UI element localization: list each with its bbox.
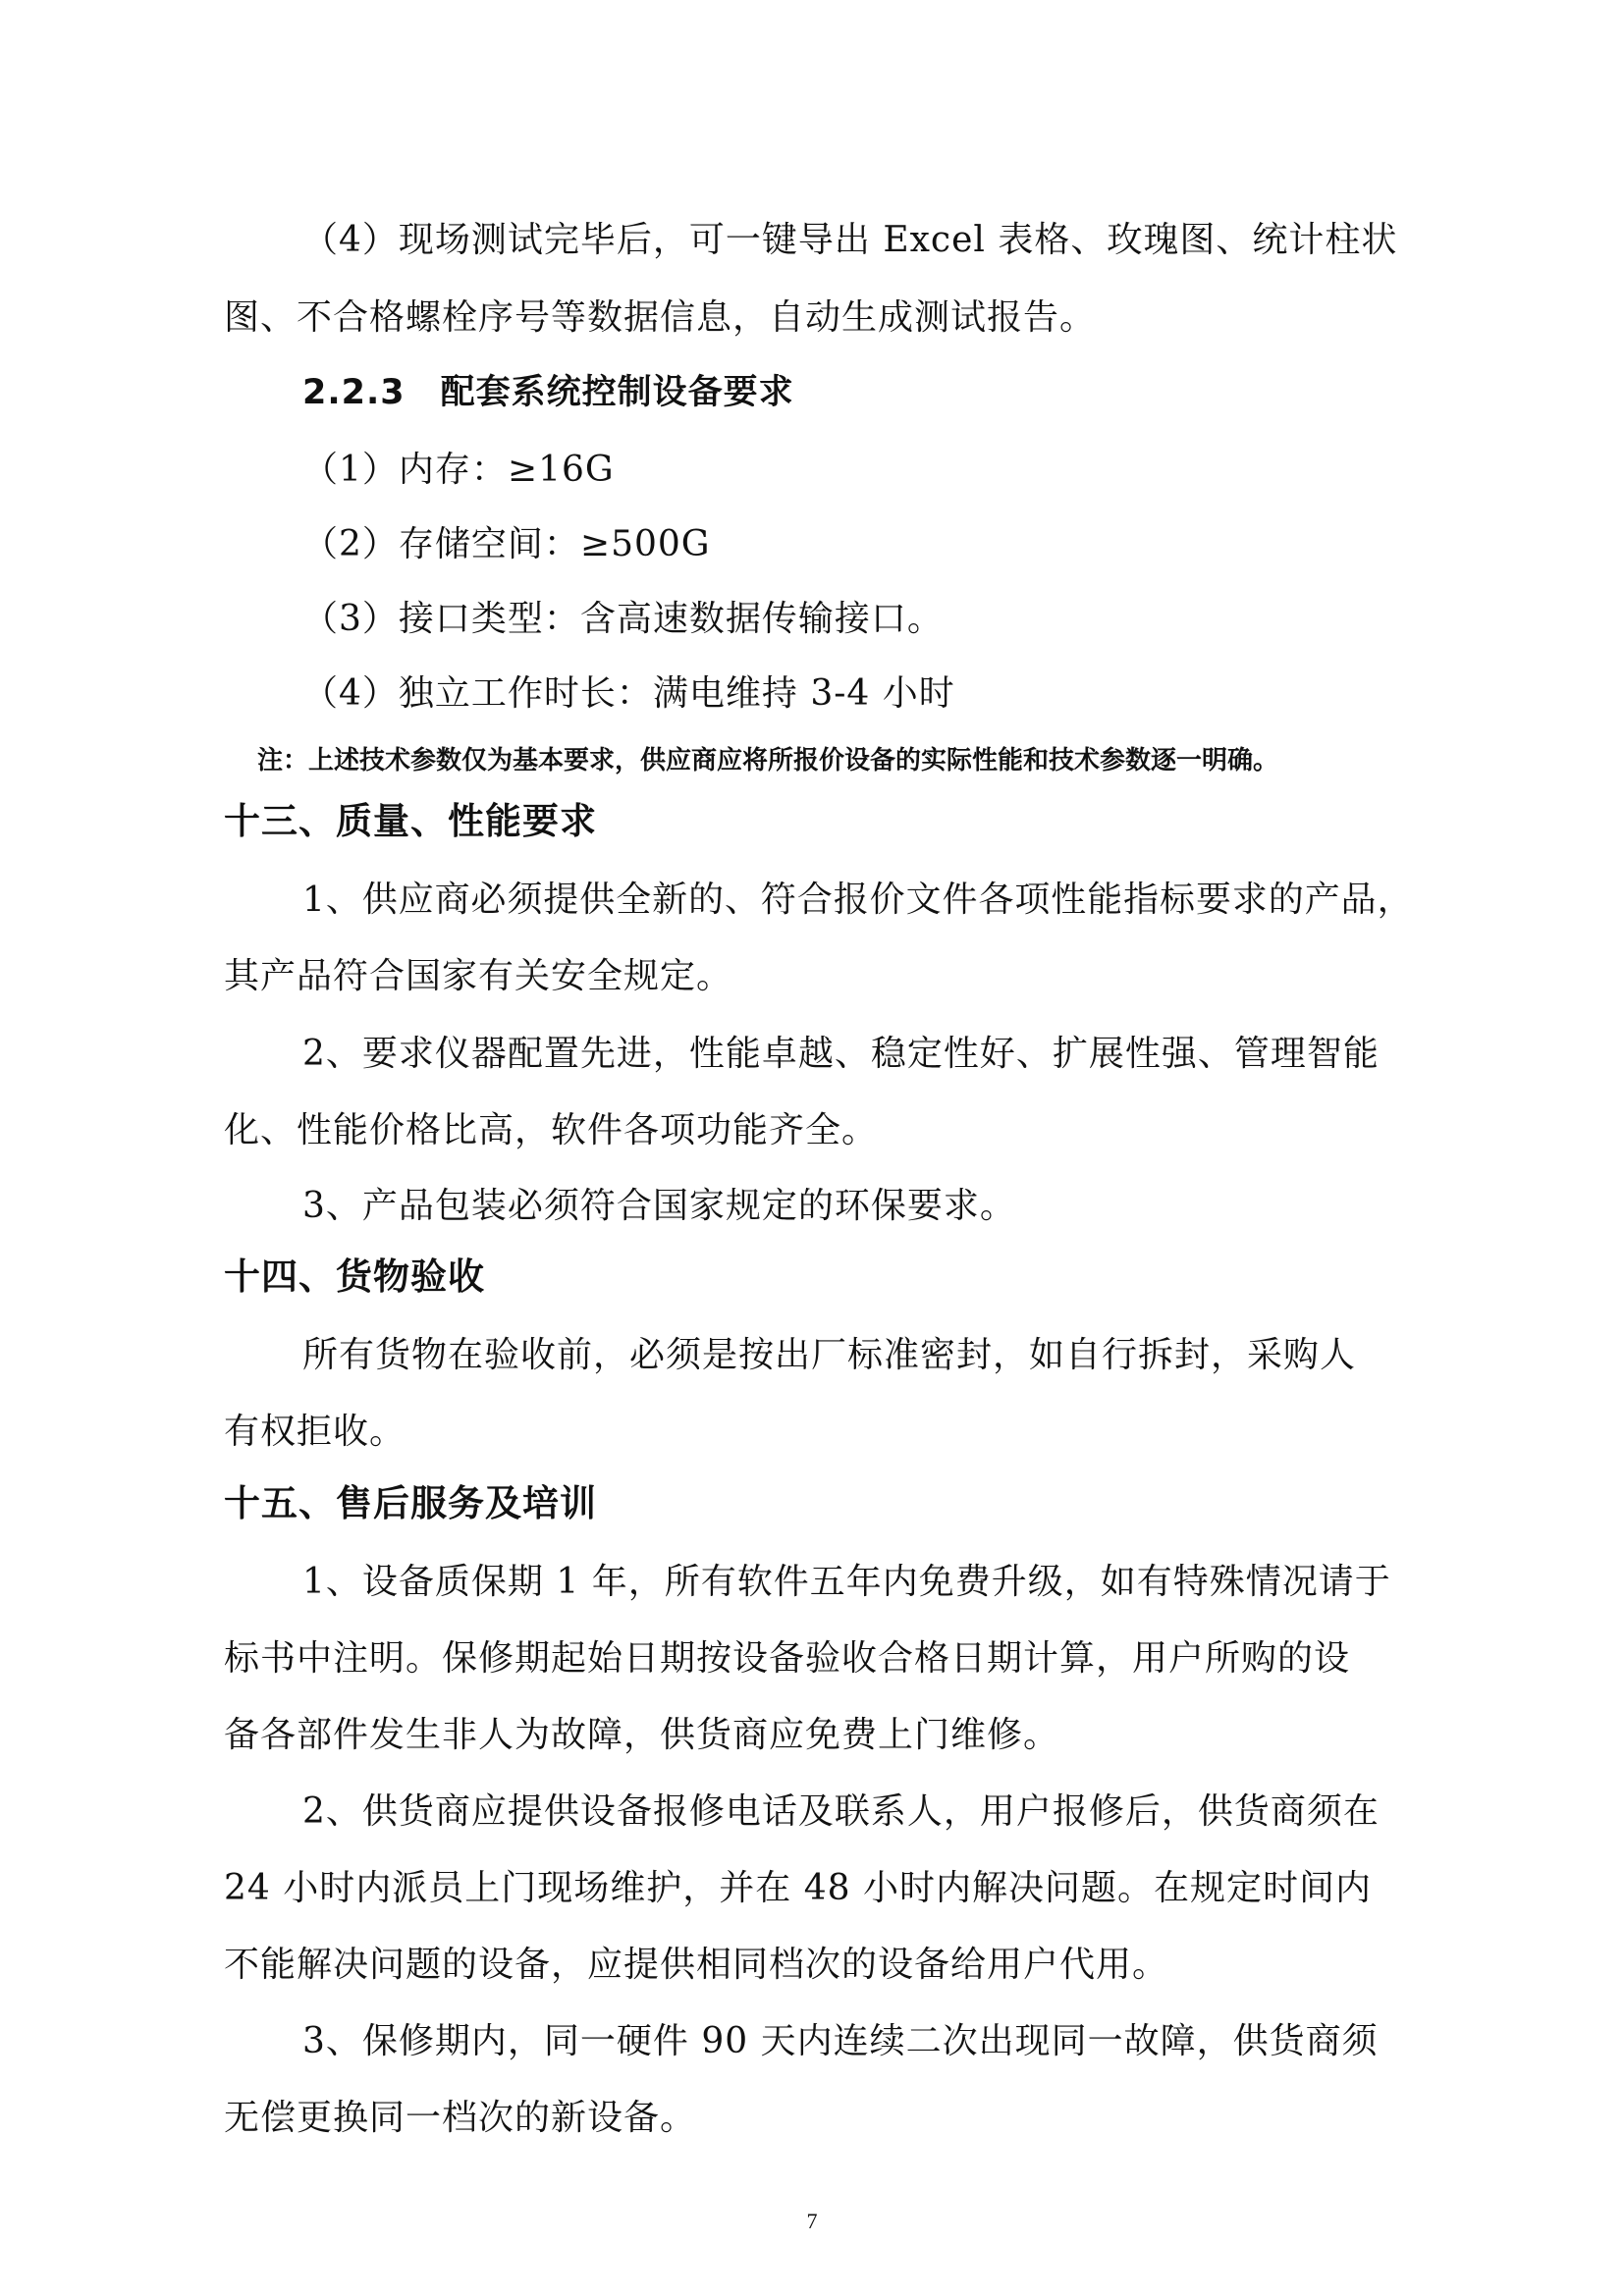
technical-note: 注：上述技术参数仅为基本要求，供应商应将所报价设备的实际性能和技术参数逐一明确。 — [257, 746, 1279, 775]
paragraph-line-last: 无偿更换同一档次的新设备。 — [224, 2098, 697, 2138]
section-heading: 十三、质量、性能要求 — [224, 800, 597, 842]
paragraph-line: 3、产品包装必须符合国家规定的环保要求。 — [302, 1186, 1016, 1226]
page-number: 7 — [806, 2209, 818, 2233]
paragraph-line: 1、供应商必须提供全新的、符合报价文件各项性能指标要求的产品， — [302, 880, 1414, 920]
section-heading: 十五、售后服务及培训 — [224, 1482, 597, 1524]
section-heading: 十四、货物验收 — [224, 1255, 485, 1298]
list-item: （3）接口类型：含高速数据传输接口。 — [302, 599, 944, 639]
paragraph-line: 图、不合格螺栓序号等数据信息，自动生成测试报告。 — [224, 297, 1097, 338]
paragraph-line: 备各部件发生非人为故障，供货商应免费上门维修。 — [224, 1715, 1060, 1755]
paragraph-line: 化、性能价格比高，软件各项功能齐全。 — [224, 1110, 879, 1150]
paragraph-line: 24 小时内派员上门现场维护，并在 48 小时内解决问题。在规定时间内 — [224, 1868, 1372, 1908]
paragraph-line: 1、设备质保期 1 年，所有软件五年内免费升级，如有特殊情况请于 — [302, 1562, 1391, 1602]
paragraph-line: 有权拒收。 — [224, 1412, 406, 1452]
paragraph-line: 不能解决问题的设备，应提供相同档次的设备给用户代用。 — [224, 1945, 1169, 1985]
paragraph-line: （4）现场测试完毕后，可一键导出 Excel 表格、玫瑰图、统计柱状 — [302, 220, 1398, 260]
paragraph-line: 标书中注明。保修期起始日期按设备验收合格日期计算，用户所购的设 — [224, 1638, 1351, 1679]
list-item: （4）独立工作时长：满电维持 3-4 小时 — [302, 673, 955, 714]
paragraph-line: 3、保修期内，同一硬件 90 天内连续二次出现同一故障，供货商须 — [302, 2021, 1379, 2061]
list-item: （1）内存：≥16G — [302, 450, 615, 490]
paragraph-line: 其产品符合国家有关安全规定。 — [224, 956, 733, 996]
paragraph-line: 2、供货商应提供设备报修电话及联系人，用户报修后，供货商须在 — [302, 1791, 1380, 1832]
section-subheading: 2.2.3 配套系统控制设备要求 — [302, 373, 794, 412]
paragraph-line: 2、要求仪器配置先进，性能卓越、稳定性好、扩展性强、管理智能 — [302, 1034, 1380, 1074]
list-item: （2）存储空间：≥500G — [302, 524, 711, 564]
paragraph-line: 所有货物在验收前，必须是按出厂标准密封，如自行拆封，采购人 — [302, 1335, 1357, 1375]
